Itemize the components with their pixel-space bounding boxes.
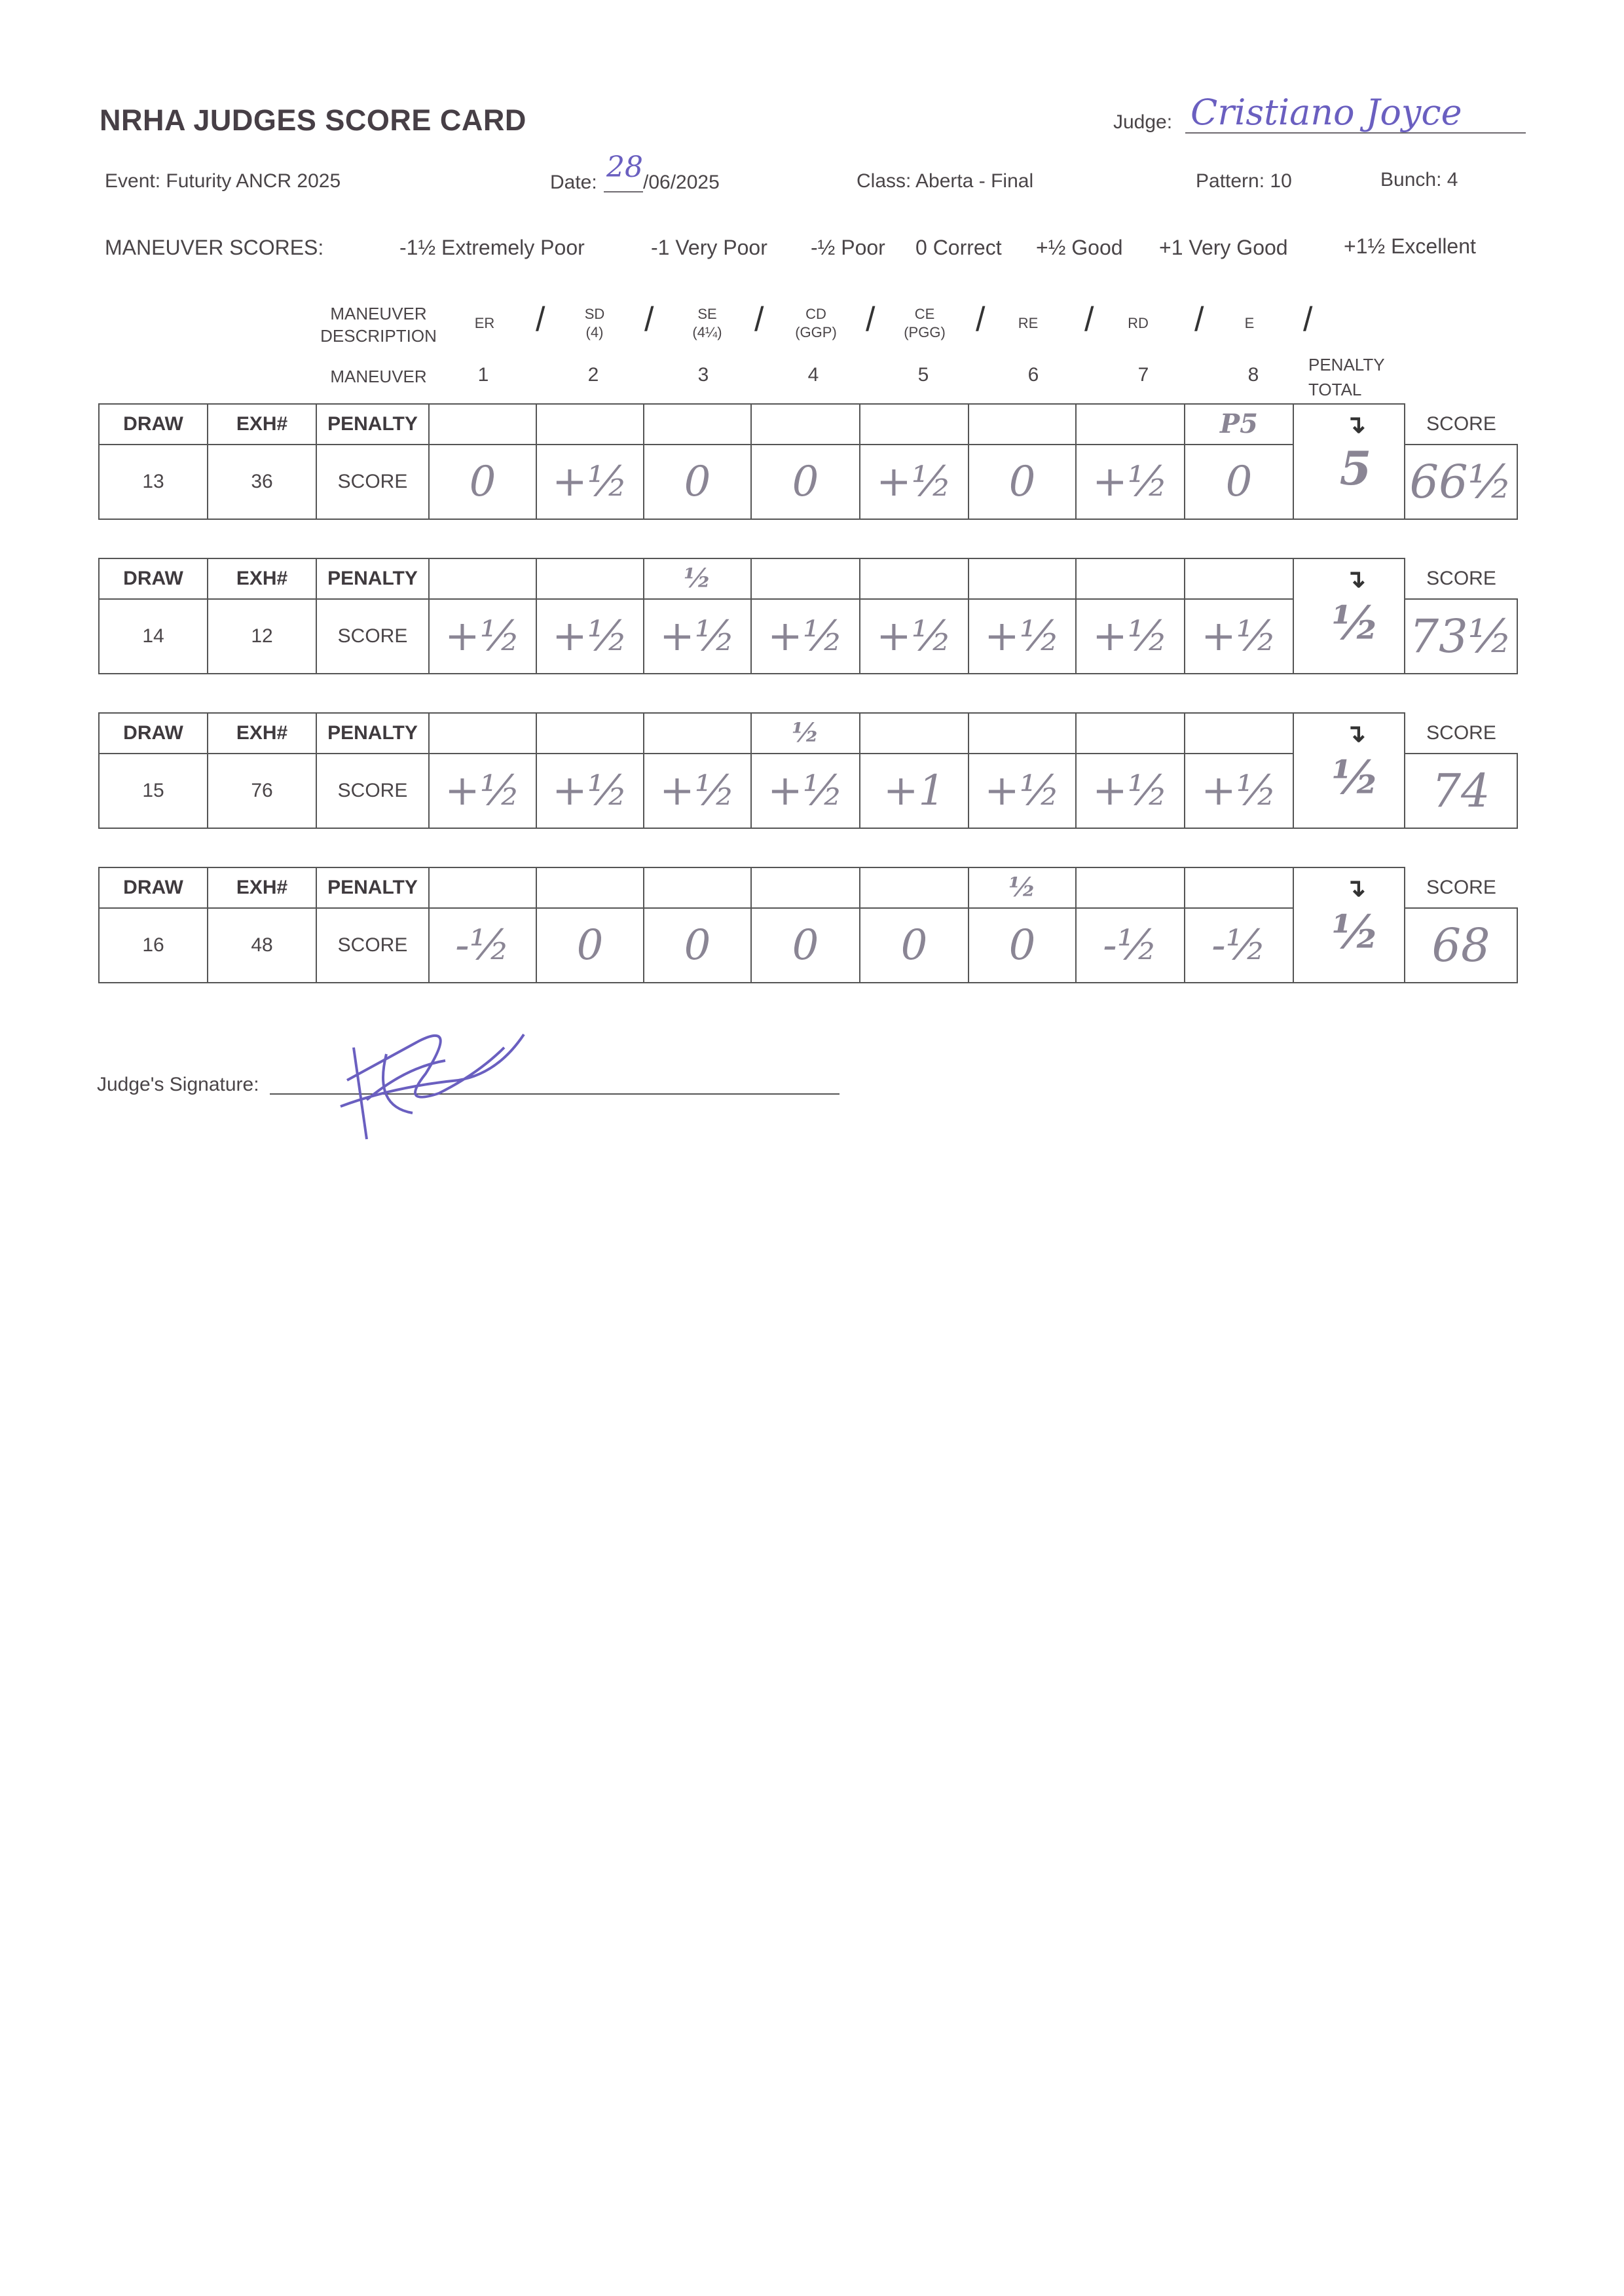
maneuver-score: 0	[469, 458, 496, 506]
maneuver-score-cell[interactable]	[536, 908, 644, 983]
maneuver-code-6	[1002, 314, 1054, 333]
code: CE	[914, 306, 935, 322]
pt-line1: PENALTY	[1308, 355, 1385, 374]
maneuver-score: +½	[1092, 612, 1168, 661]
maneuver-score: +½	[445, 612, 521, 661]
divider-slash: /	[1303, 301, 1313, 338]
score-row-label: SCORE	[316, 445, 429, 519]
maneuver-score: +½	[1201, 612, 1277, 661]
maneuver-score: +½	[984, 767, 1060, 815]
date-day-field[interactable]	[604, 151, 643, 192]
divider-slash: /	[754, 301, 764, 338]
penalty-cell[interactable]	[969, 404, 1076, 445]
divider-slash: /	[1084, 301, 1094, 338]
maneuver-score: 0	[900, 921, 928, 970]
penalty-cell[interactable]	[1076, 867, 1185, 908]
date-rest: /06/2025	[643, 172, 720, 193]
penalty-cell[interactable]	[1185, 867, 1293, 908]
penalty-cell[interactable]	[536, 404, 644, 445]
maneuver-score-cell[interactable]	[536, 445, 644, 519]
penalty-total-cell[interactable]	[1293, 713, 1405, 828]
maneuver-number: 8	[1247, 364, 1259, 386]
penalty-cell[interactable]	[969, 558, 1076, 599]
maneuver-score: +½	[876, 612, 952, 661]
draw-header: DRAW	[99, 713, 208, 754]
sub: (4)	[585, 324, 604, 340]
penalty-cell[interactable]	[860, 558, 969, 599]
maneuver-row-label: MANEUVER	[330, 367, 427, 386]
maneuver-score: +½	[984, 612, 1060, 661]
maneuver-score-cell[interactable]	[751, 445, 860, 519]
maneuver-score: +½	[552, 458, 628, 506]
maneuver-score-cell[interactable]	[860, 445, 969, 519]
penalty-total-value: ½	[1331, 596, 1380, 650]
signature-label: Judge's Signature:	[97, 1074, 259, 1095]
score-row-table	[98, 403, 1518, 520]
exhibitor-number: 76	[208, 754, 316, 828]
divider-slash: /	[976, 301, 986, 338]
maneuver-score-cell[interactable]	[1076, 908, 1185, 983]
maneuver-score-cell[interactable]	[1185, 599, 1293, 674]
maneuver-score: +½	[552, 767, 628, 815]
maneuver-score-cell[interactable]	[429, 445, 536, 519]
score-legend-item: -½ Poor	[811, 236, 885, 259]
maneuver-score-cell[interactable]	[644, 445, 751, 519]
score-legend-item: +½ Good	[1036, 236, 1123, 259]
penalty-cell[interactable]	[1185, 558, 1293, 599]
penalty-total-value: 5	[1339, 441, 1372, 496]
maneuver-score-cell[interactable]	[1185, 445, 1293, 519]
event-label: Event: Futurity ANCR 2025	[105, 170, 341, 192]
maneuver-score-cell[interactable]	[969, 908, 1076, 983]
score-header: SCORE	[1405, 404, 1517, 445]
sub: (4¼)	[692, 324, 722, 340]
divider-slash: /	[644, 301, 654, 338]
penalty-cell[interactable]	[644, 404, 751, 445]
exhibitor-number: 12	[208, 599, 316, 674]
score-legend-item: +1½ Excellent	[1344, 234, 1476, 258]
total-score-cell[interactable]	[1405, 754, 1517, 828]
arrow-icon: ↴	[1345, 875, 1366, 902]
draw-header: DRAW	[99, 558, 208, 599]
penalty-header: PENALTY	[316, 558, 429, 599]
score-row-table	[98, 558, 1518, 674]
penalty-cell[interactable]	[1076, 404, 1185, 445]
score-legend-item: +1 Very Good	[1159, 236, 1288, 259]
desc-line1: MANEUVER	[330, 304, 427, 323]
draw-number: 16	[99, 908, 208, 983]
maneuver-score-cell[interactable]	[536, 599, 644, 674]
penalty-mark: ½	[684, 562, 711, 594]
penalty-total-cell[interactable]	[1293, 558, 1405, 674]
maneuver-score: +½	[1092, 767, 1168, 815]
maneuver-score-cell[interactable]	[751, 908, 860, 983]
exh-header: EXH#	[208, 713, 316, 754]
draw-number: 14	[99, 599, 208, 674]
maneuver-score: 0	[684, 458, 711, 506]
maneuver-number: 4	[807, 364, 819, 386]
maneuver-score-cell[interactable]	[644, 599, 751, 674]
score-header: SCORE	[1405, 713, 1517, 754]
penalty-cell[interactable]	[536, 867, 644, 908]
sub: (GGP)	[795, 324, 837, 340]
date-label: Date:	[550, 172, 597, 193]
maneuver-score-cell[interactable]	[644, 754, 751, 828]
judge-label: Judge:	[1113, 111, 1173, 133]
penalty-cell[interactable]	[1076, 558, 1185, 599]
score-row-label: SCORE	[316, 599, 429, 674]
score-legend-item: 0 Correct	[915, 236, 1002, 259]
penalty-total-value: ½	[1331, 750, 1380, 805]
code: CD	[805, 306, 826, 322]
maneuver-score-cell[interactable]	[536, 754, 644, 828]
penalty-cell[interactable]	[429, 404, 536, 445]
maneuver-score: +½	[1201, 767, 1277, 815]
penalty-total-value: ½	[1331, 905, 1380, 959]
maneuver-number: 6	[1027, 364, 1039, 386]
arrow-icon: ↴	[1345, 720, 1366, 748]
score-row-label: SCORE	[316, 908, 429, 983]
maneuver-score: 0	[1008, 921, 1036, 970]
penalty-cell[interactable]	[1076, 713, 1185, 754]
maneuver-code-5	[892, 305, 957, 342]
penalty-mark: ½	[1008, 871, 1036, 903]
maneuver-number: 1	[477, 364, 489, 386]
total-score: 66½	[1409, 455, 1513, 509]
maneuver-description-header	[320, 302, 437, 347]
penalty-mark: ½	[792, 717, 819, 748]
maneuver-scores-label: MANEUVER SCORES:	[105, 236, 324, 259]
maneuver-number: 2	[587, 364, 599, 386]
penalty-cell[interactable]	[644, 558, 751, 599]
penalty-cell[interactable]	[751, 558, 860, 599]
penalty-header: PENALTY	[316, 867, 429, 908]
exhibitor-number: 48	[208, 908, 316, 983]
maneuver-score: 0	[792, 921, 819, 970]
penalty-cell[interactable]	[860, 867, 969, 908]
card-title: NRHA JUDGES SCORE CARD	[100, 103, 526, 137]
maneuver-score: +½	[767, 767, 843, 815]
arrow-icon: ↴	[1345, 411, 1366, 439]
divider-slash: /	[866, 301, 876, 338]
maneuver-score: 0	[1225, 458, 1253, 506]
total-score-cell[interactable]	[1405, 445, 1517, 519]
score-row-label: SCORE	[316, 754, 429, 828]
exhibitor-number: 36	[208, 445, 316, 519]
maneuver-score: 0	[684, 921, 711, 970]
exh-header: EXH#	[208, 404, 316, 445]
maneuver-score: 0	[576, 921, 604, 970]
score-header: SCORE	[1405, 867, 1517, 908]
penalty-cell[interactable]	[969, 713, 1076, 754]
maneuver-score: +½	[876, 458, 952, 506]
maneuver-score-cell[interactable]	[1076, 599, 1185, 674]
exh-header: EXH#	[208, 867, 316, 908]
maneuver-score-cell[interactable]	[751, 599, 860, 674]
penalty-cell[interactable]	[429, 558, 536, 599]
score-legend-item: -1½ Extremely Poor	[399, 236, 585, 259]
maneuver-score-cell[interactable]	[1076, 754, 1185, 828]
total-score-cell[interactable]	[1405, 599, 1517, 674]
code: SE	[697, 306, 717, 322]
desc-line2: DESCRIPTION	[320, 326, 437, 346]
bunch-label: Bunch: 4	[1380, 169, 1458, 191]
penalty-total-cell[interactable]	[1293, 404, 1405, 519]
penalty-cell[interactable]	[860, 713, 969, 754]
maneuver-code-4	[783, 305, 849, 342]
code: E	[1244, 315, 1255, 331]
maneuver-number: 3	[697, 364, 709, 386]
pattern-label: Pattern: 10	[1196, 170, 1292, 192]
maneuver-score-cell[interactable]	[1185, 908, 1293, 983]
draw-header: DRAW	[99, 404, 208, 445]
maneuver-number: 7	[1137, 364, 1149, 386]
maneuver-score-cell[interactable]	[969, 445, 1076, 519]
total-score-cell[interactable]	[1405, 908, 1517, 983]
maneuver-score-cell[interactable]	[1185, 754, 1293, 828]
maneuver-score: -½	[1211, 921, 1266, 970]
penalty-cell[interactable]	[751, 404, 860, 445]
maneuver-score-cell[interactable]	[429, 599, 536, 674]
draw-header: DRAW	[99, 867, 208, 908]
score-row-table	[98, 712, 1518, 829]
maneuver-score: +1	[883, 767, 946, 815]
penalty-cell[interactable]	[536, 713, 644, 754]
maneuver-score-cell[interactable]	[429, 754, 536, 828]
arrow-icon: ↴	[1345, 566, 1366, 593]
maneuver-score: 0	[792, 458, 819, 506]
maneuver-score: +½	[445, 767, 521, 815]
maneuver-score-cell[interactable]	[751, 754, 860, 828]
signature-scribble	[327, 1008, 537, 1152]
total-score: 73½	[1409, 610, 1513, 663]
judge-name: Cristiano Joyce	[1190, 92, 1462, 133]
code: RD	[1128, 315, 1149, 331]
maneuver-score-cell[interactable]	[1076, 445, 1185, 519]
maneuver-score: +½	[1092, 458, 1168, 506]
score-row-table	[98, 867, 1518, 983]
penalty-cell[interactable]	[1185, 404, 1293, 445]
maneuver-score: +½	[552, 612, 628, 661]
maneuver-score-cell[interactable]	[644, 908, 751, 983]
maneuver-score-cell[interactable]	[860, 908, 969, 983]
penalty-cell[interactable]	[429, 713, 536, 754]
maneuver-score-cell[interactable]	[969, 754, 1076, 828]
maneuver-number: 5	[917, 364, 929, 386]
exh-header: EXH#	[208, 558, 316, 599]
penalty-cell[interactable]	[1185, 713, 1293, 754]
penalty-cell[interactable]	[644, 713, 751, 754]
maneuver-code-7	[1112, 314, 1164, 333]
maneuver-score-cell[interactable]	[860, 599, 969, 674]
code: ER	[474, 315, 495, 331]
penalty-cell[interactable]	[751, 867, 860, 908]
maneuver-score: -½	[1103, 921, 1158, 970]
divider-slash: /	[1194, 301, 1204, 338]
pt-line2: TOTAL	[1308, 380, 1362, 399]
penalty-mark: P5	[1220, 408, 1258, 439]
total-score: 74	[1431, 764, 1490, 818]
class-label: Class: Aberta - Final	[857, 170, 1034, 192]
penalty-header: PENALTY	[316, 713, 429, 754]
score-legend-item: -1 Very Poor	[651, 236, 767, 259]
maneuver-code-8	[1223, 314, 1276, 333]
maneuver-code-2	[568, 305, 621, 342]
divider-slash: /	[536, 301, 545, 338]
maneuver-score: -½	[455, 921, 510, 970]
maneuver-code-3	[674, 305, 740, 342]
maneuver-code-1	[458, 314, 511, 333]
maneuver-score: +½	[659, 767, 735, 815]
maneuver-score: +½	[659, 612, 735, 661]
maneuver-score: 0	[1008, 458, 1036, 506]
penalty-cell[interactable]	[860, 404, 969, 445]
penalty-header: PENALTY	[316, 404, 429, 445]
total-score: 68	[1431, 919, 1490, 972]
maneuver-score-cell[interactable]	[429, 908, 536, 983]
score-header: SCORE	[1405, 558, 1517, 599]
judge-name-field[interactable]	[1185, 90, 1526, 134]
penalty-total-header	[1308, 352, 1385, 402]
penalty-total-cell[interactable]	[1293, 867, 1405, 983]
maneuver-score-cell[interactable]	[969, 599, 1076, 674]
penalty-cell[interactable]	[751, 713, 860, 754]
sub: (PGG)	[904, 324, 946, 340]
penalty-cell[interactable]	[644, 867, 751, 908]
draw-number: 13	[99, 445, 208, 519]
penalty-cell[interactable]	[429, 867, 536, 908]
code: SD	[584, 306, 605, 322]
penalty-cell[interactable]	[969, 867, 1076, 908]
date-day: 28	[606, 151, 643, 184]
maneuver-score: +½	[767, 612, 843, 661]
maneuver-score-cell[interactable]	[860, 754, 969, 828]
code: RE	[1018, 315, 1039, 331]
penalty-cell[interactable]	[536, 558, 644, 599]
draw-number: 15	[99, 754, 208, 828]
